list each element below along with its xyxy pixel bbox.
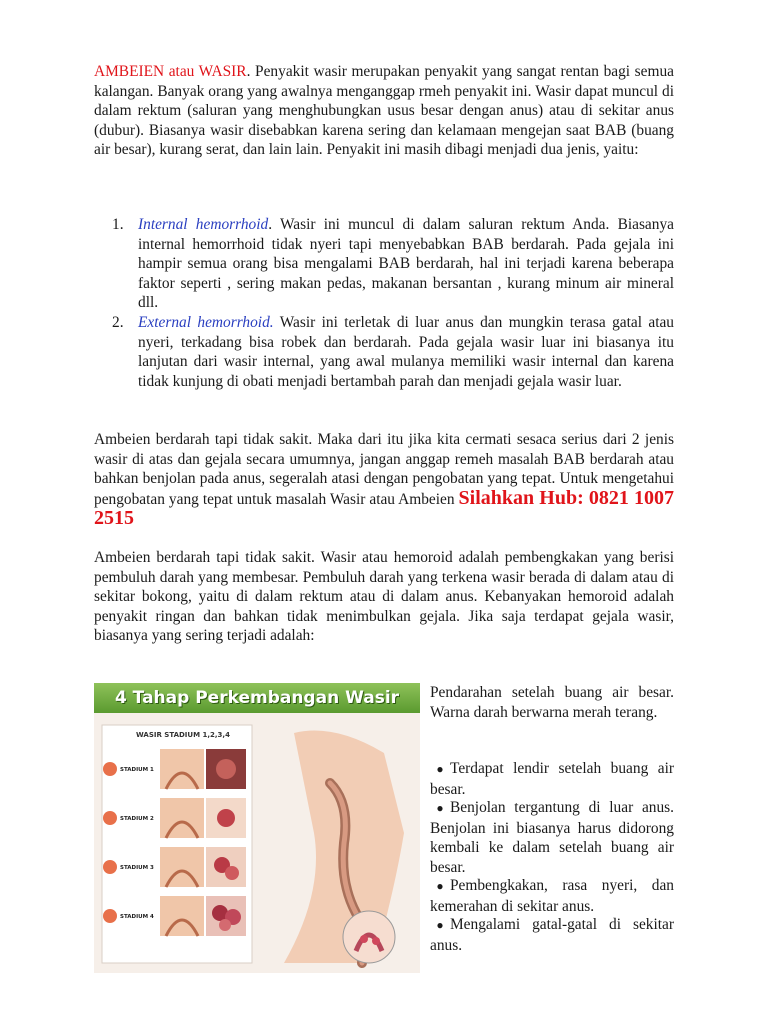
symptom-text: Benjolan tergantung di luar anus. Benjolan ini biasanya harus didorong kembali ke dalam setelah buang air besar. [430,799,674,876]
list-number: 1. [112,216,124,233]
stage-label: STADIUM 4 [120,914,154,920]
contact-text: Ambeien berdarah tapi tidak sakit. Maka dari itu jika kita cermati sesaca serius dari 2 jenis wasir di atas dan gejala secara umumnya, jangan anggap remeh masalah BAB berdarah atau bahkan benjolan pada anus, segeralah atasi dengan pengobatan yang tepat. Untuk mengetahui pengobatan yang tepat untuk masalah Wasir atau Ambeien [94,431,674,508]
symptom-item [430,798,674,877]
stage-label: STADIUM 2 [120,816,154,822]
list-item [94,215,674,313]
bullet-icon: ● [436,801,444,815]
symptom-item [430,876,674,916]
symptom-text: Pembengkakan, rasa nyeri, dan kemerahan di sekitar anus. [430,877,674,915]
bullet-icon: ● [436,918,444,932]
symptom-item [430,915,674,955]
contact-phone: Silahkan Hub: 0821 1007 2515 [94,486,674,530]
intro-text: . Penyakit wasir merupakan penyakit yang sangat rentan bagi semua kalangan. Banyak orang yang awalnya menganggap rmeh penyakit ini. Wasir dapat muncul di dalam rektum (saluran yang menghubungkan usus besar dengan anus) atau di sekitar anus (dubur). Biasanya wasir disebabkan karena sering dan kelamaan mengejan saat BAB (buang air besar), kurang serat, dan lain lain. Penyakit ini masih dibagi menjadi dua jenis, yaitu: [94,63,675,159]
list-text: Wasir ini terletak di luar anus dan mungkin terasa gatal atau nyeri, terkadang bisa robek dan berdarah. Pada gejala wasir luar ini biasanya itu lanjutan dari wasir internal, yang awal mulanya memiliki wasir internal dan karena tidak kunjung di obati menjadi bertambah parah dan menjadi gejala wasir luar. [138,313,675,390]
list-item [94,313,674,391]
bullet-icon: ● [436,879,444,893]
symptom-text: Terdapat lendir setelah buang air besar. [430,760,674,798]
symptom-first: Pendarahan setelah buang air besar. Warna darah berwarna merah terang. [430,684,674,721]
definition-paragraph: Ambeien berdarah tapi tidak sakit. Wasir atau hemoroid adalah pembengkakan yang berisi pembuluh darah yang membesar. Pembuluh darah yang terkena wasir berada di dalam atau di sekitar bokong, yaitu di dalam rektum atau di dalam anus. Kebanyakan hemoroid adalah penyakit ringan dan bahkan tidak menimbulkan gejala. Jika saja terdapat gejala wasir, biasanya yang sering terjadi adalah: [94,549,674,645]
symptom-item [430,759,674,799]
stage-label: STADIUM 3 [120,865,154,871]
figure-subtitle: WASIR STADIUM 1,2,3,4 [136,731,230,739]
figure-title: 4 Tahap Perkembangan Wasir [94,683,420,713]
intro-lead: AMBEIEN atau WASIR [94,63,247,80]
symptom-text: Mengalami gatal-gatal di sekitar anus. [430,916,674,954]
list-term: Internal hemorrhoid [138,216,269,233]
list-text: . Wasir ini muncul di dalam saluran rektum Anda. Biasanya internal hemorrhoid tidak nyeri tapi menyebabkan BAB berdarah. Pada gejala ini hampir semua orang bisa mengalami BAB berdarah, hal ini terjadi karena beberapa faktor seperti , sering makan pedas, makanan bersantan , kurang minum air mineral dll. [138,216,674,312]
intro-paragraph [94,62,674,160]
list-term: External hemorrhoid. [138,313,274,331]
list-number: 2. [112,313,124,331]
stages-drawing [94,713,420,973]
hemorrhoid-stages-illustration [94,683,420,973]
hemorrhoid-types-list [94,215,674,391]
bullet-icon: ● [436,762,444,776]
stage-label: STADIUM 1 [120,767,154,773]
contact-paragraph [94,430,674,530]
